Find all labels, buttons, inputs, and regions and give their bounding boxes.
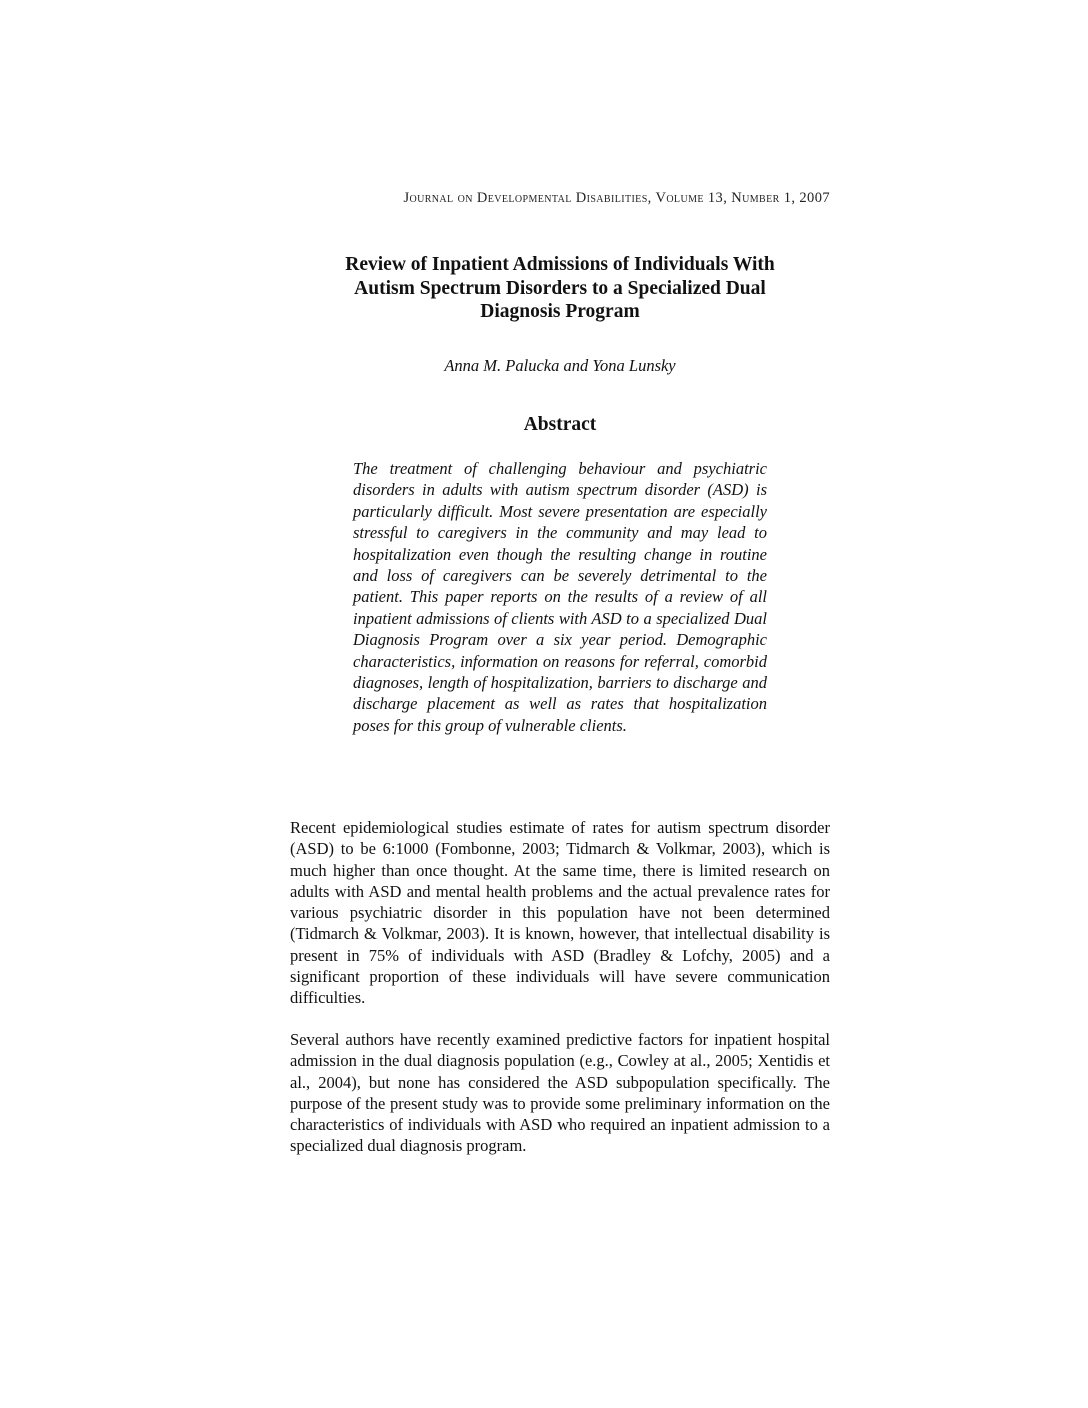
title-line: Diagnosis Program	[480, 301, 640, 322]
title-line: Review of Inpatient Admissions of Individuals With	[345, 254, 775, 275]
author-list: Anna M. Palucka and Yona Lunsky	[444, 356, 676, 375]
article-title	[290, 253, 830, 324]
body-paragraph: Recent epidemiological studies estimate of rates for autism spectrum disorder (ASD) to be 6:1000 (Fombonne, 2003; Tidmarch & Volkmar, 2003), which is much higher than once thought. At the same time, there is limited research on adults with ASD and mental health problems and the actual prevalence rates for various psychiatric disorder in this population have not been determined (Tidmarch & Volkmar, 2003). It is known, however, that intellectual disability is present in 75% of individuals with ASD (Bradley & Lofchy, 2005) and a significant proportion of these individuals will have severe communication difficulties.	[290, 818, 830, 1008]
running-header: Journal on Developmental Disabilities, Volume 13, Number 1, 2007	[403, 190, 830, 206]
title-line: Autism Spectrum Disorders to a Specialized Dual	[354, 277, 766, 299]
body-paragraph: Several authors have recently examined predictive factors for inpatient hospital admission in the dual diagnosis population (e.g., Cowley at al., 2005; Xentidis et al., 2004), but none has considered the ASD subpopulation specifically. The purpose of the present study was to provide some preliminary information on the characteristics of individuals with ASD who required an inpatient admission to a specialized dual diagnosis program.	[290, 1030, 830, 1156]
abstract-heading: Abstract	[523, 414, 597, 435]
abstract-text: The treatment of challenging behaviour and psychiatric disorders in adults with autism spectrum disorder (ASD) is particularly difficult. Most severe presentation are especially stressful to caregivers in the community and may lead to hospitalization even though the resulting change in routine and loss of caregivers can be severely detrimental to the patient. This paper reports on the results of a review of all inpatient admissions of clients with ASD to a specialized Dual Diagnosis Program over a six year period. Demographic characteristics, information on reasons for referral, comorbid diagnoses, length of hospitalization, barriers to discharge and discharge placement as well as rates that hospitalization poses for this group of vulnerable clients.	[353, 459, 767, 735]
